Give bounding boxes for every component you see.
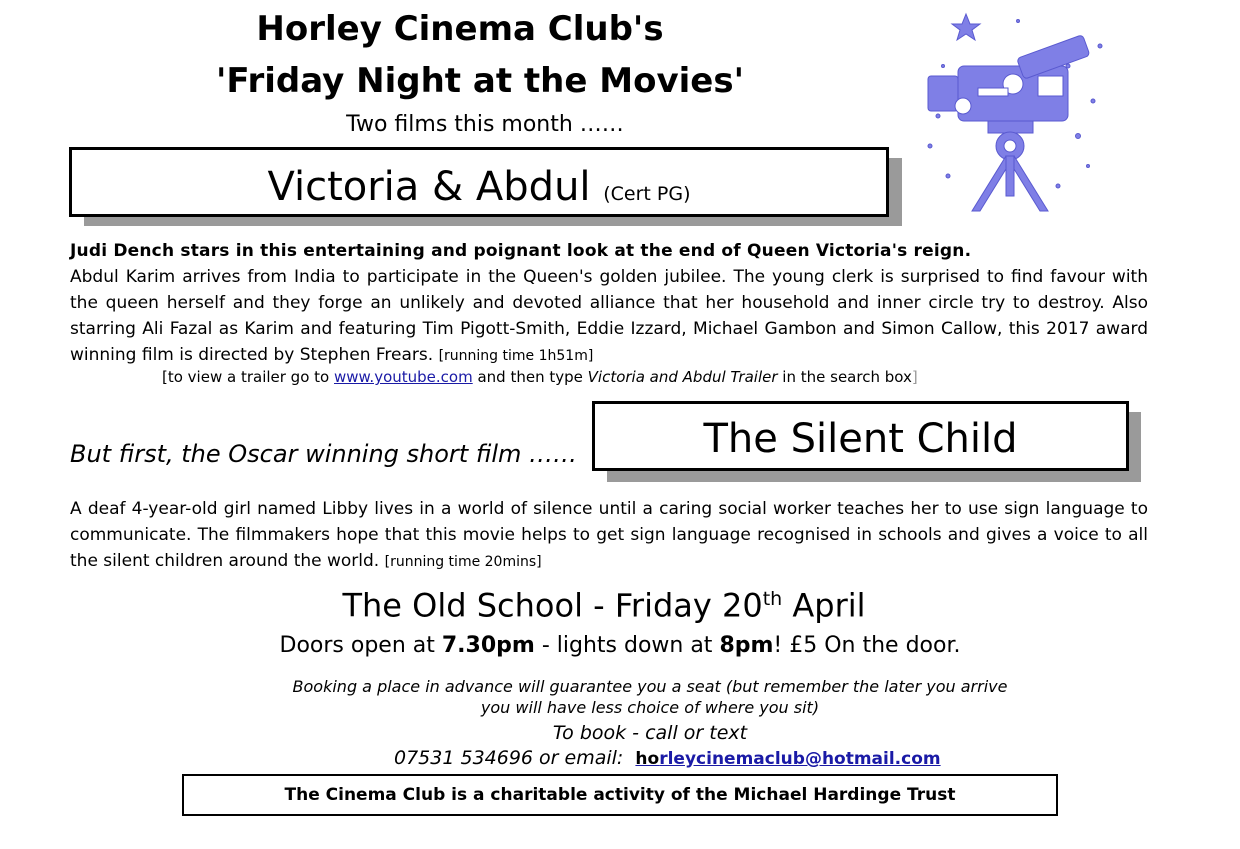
film-camera-icon [918, 6, 1113, 216]
trailer-instructions [162, 366, 962, 388]
phone-number: 07531 534696 or email: [394, 747, 624, 769]
film1-intro: Judi Dench stars in this entertaining and poignant look at the end of Queen Victoria's reign. [70, 241, 972, 261]
footer-text: The Cinema Club is a charitable activity of the Michael Hardinge Trust [284, 785, 956, 805]
email-part-b: rleycinemaclub@hotmail.com [659, 749, 941, 769]
film2-title: The Silent Child [703, 416, 1018, 462]
venue-date [200, 576, 1008, 629]
doors-prefix: Doors open at [279, 633, 435, 658]
venue-text: The Old School - Friday 20 [342, 586, 763, 625]
short-film-intro: But first, the Oscar winning short film …… [70, 440, 578, 468]
film1-running-time: [running time 1h51m] [438, 348, 594, 364]
lights-down-time: 8pm [719, 633, 774, 658]
subtitle: Two films this month …… [346, 112, 624, 137]
doors-open-time: 7.30pm [441, 633, 535, 658]
trailer-search-term: Victoria and Abdul Trailer [587, 368, 778, 386]
booking-note-line1: Booking a place in advance will guarantee you a seat (but remember the later you arrive [292, 677, 1008, 696]
doors-middle: - lights down at [541, 633, 713, 658]
email-part-a: ho [635, 749, 660, 769]
film1-cert: (Cert PG) [603, 183, 691, 205]
film1-description-text: Abdul Karim arrives from India to participate in the Queen's golden jubilee. The young clerk is surprised to find favour with the queen herself and they forge an unlikely and devoted alliance that her household and inner circle try to destroy. Also starring Ali Fazal as Karim and featuring Tim Pigott-Smith, Eddie Izzard, Michael Gambon and Simon Callow, this 2017 award winning film is directed by Stephen Frears. [70, 267, 1148, 365]
doors-suffix: ! £5 On the door. [773, 633, 961, 658]
youtube-link[interactable]: www.youtube.com [334, 368, 473, 386]
film1-title: Victoria & Abdul [267, 164, 591, 210]
film1-description [70, 264, 1148, 369]
trailer-close: ] [911, 368, 918, 386]
venue-month: April [792, 586, 866, 625]
film1-heading [69, 160, 889, 221]
date-suffix: th [762, 588, 783, 610]
booking-contact [394, 744, 941, 773]
booking-call: To book - call or text [552, 722, 748, 744]
door-times [200, 630, 1040, 662]
film2-description-text: A deaf 4-year-old girl named Libby lives in a world of silence until a caring social worker teaches her to use sign language to communicate. The filmmakers hope that this movie helps to get sign language recognised in schools and gives a voice to all the silent children around the world. [70, 499, 1148, 571]
email-link[interactable] [635, 749, 940, 769]
film2-description [70, 496, 1148, 575]
trailer-middle: and then type [477, 368, 583, 386]
trailer-prefix: [to view a trailer go to [162, 368, 330, 386]
booking-note-line2: you will have less choice of where you sit) [480, 698, 820, 717]
film2-running-time: [running time 20mins] [384, 554, 542, 570]
event-title: 'Friday Night at the Movies' [216, 61, 744, 101]
trailer-suffix: in the search box [782, 368, 912, 386]
club-title: Horley Cinema Club's [256, 9, 664, 49]
